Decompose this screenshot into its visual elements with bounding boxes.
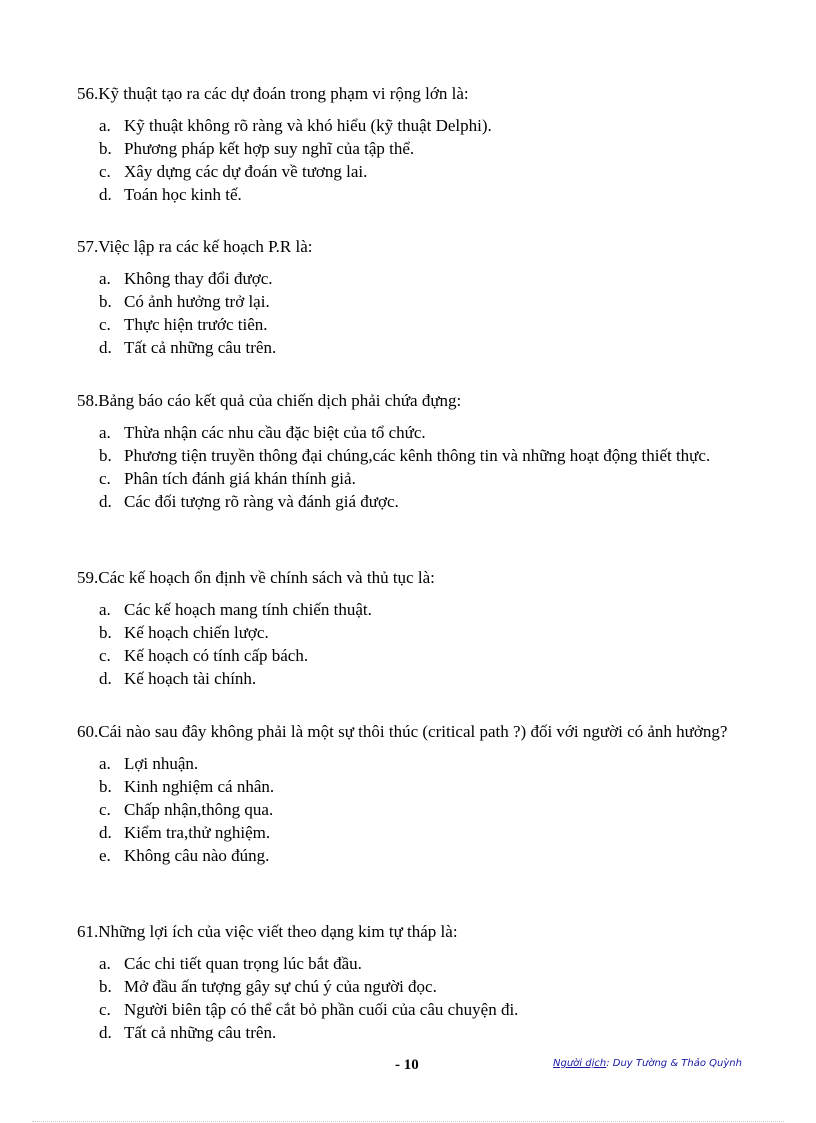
option (77, 467, 757, 490)
option-text: Mở đầu ấn tượng gây sự chú ý của người đọc. (124, 977, 437, 996)
option (77, 644, 757, 667)
option-text: Người biên tập có thể cắt bỏ phần cuối của câu chuyện đi. (124, 1000, 519, 1019)
option-letter: a. (99, 423, 111, 442)
option-text: Tất cả những câu trên. (124, 1023, 277, 1042)
option (77, 137, 757, 160)
option-letter: c. (99, 162, 111, 181)
option (77, 1021, 757, 1044)
option-text: Tất cả những câu trên. (124, 338, 277, 357)
option-letter: d. (99, 185, 112, 204)
option-text: Các kế hoạch mang tính chiến thuật. (124, 600, 372, 619)
option-text: Xây dựng các dự đoán về tương lai. (124, 162, 368, 181)
question-number: 57. (77, 237, 99, 256)
option-text: Các đối tượng rõ ràng và đánh giá được. (124, 492, 399, 511)
option-letter: c. (99, 646, 111, 665)
option-text: Kế hoạch chiến lược. (124, 623, 269, 642)
option (77, 621, 757, 644)
option (77, 998, 757, 1021)
question-56 (77, 82, 757, 206)
option (77, 844, 757, 867)
option-text: Kinh nghiệm cá nhân. (124, 777, 275, 796)
question-59 (77, 566, 757, 690)
option-letter: d. (99, 338, 112, 357)
option (77, 160, 757, 183)
option-letter: b. (99, 777, 112, 796)
option-text: Kế hoạch tài chính. (124, 669, 257, 688)
question-61 (77, 920, 757, 1044)
option-list (77, 952, 757, 1044)
option-text: Phương pháp kết hợp suy nghĩ của tập thể. (124, 139, 415, 158)
option (77, 444, 757, 467)
option-letter: e. (99, 846, 111, 865)
question-58 (77, 389, 757, 513)
option-text: Lợi nhuận. (124, 754, 199, 773)
option-text: Phân tích đánh giá khán thính giả. (124, 469, 356, 488)
option (77, 290, 757, 313)
option-letter: a. (99, 116, 111, 135)
question-number: 61. (77, 922, 99, 941)
option-letter: a. (99, 600, 111, 619)
option (77, 267, 757, 290)
page-number: - 10 (395, 1057, 419, 1073)
option-letter: b. (99, 139, 112, 158)
option (77, 183, 757, 206)
option-letter: d. (99, 492, 112, 511)
option-text: Có ảnh hưởng trở lại. (124, 292, 270, 311)
option (77, 313, 757, 336)
question-text: Cái nào sau đây không phải là một sự thôi thúc (critical path ?) đối với người có ảnh hưởng? (98, 722, 728, 741)
option (77, 775, 757, 798)
option-letter: d. (99, 1023, 112, 1042)
question-text: Kỹ thuật tạo ra các dự đoán trong phạm vi rộng lớn là: (98, 84, 469, 103)
question-text: Bảng báo cáo kết quả của chiến dịch phải chứa đựng: (98, 391, 462, 410)
question-60 (77, 720, 757, 867)
page-bottom-divider (32, 1121, 784, 1122)
option (77, 752, 757, 775)
option-text: Các chi tiết quan trọng lúc bắt đầu. (124, 954, 362, 973)
option-text: Kỹ thuật không rõ ràng và khó hiểu (kỹ thuật Delphi). (124, 116, 492, 135)
option-letter: c. (99, 315, 111, 334)
question-number: 60. (77, 722, 99, 741)
credit-names: : Duy Tường & Thảo Quỳnh (606, 1058, 742, 1069)
option-letter: c. (99, 469, 111, 488)
option-letter: b. (99, 977, 112, 996)
option-text: Thực hiện trước tiên. (124, 315, 268, 334)
option-text: Không câu nào đúng. (124, 846, 270, 865)
option-list (77, 267, 757, 359)
option-letter: c. (99, 1000, 111, 1019)
option-letter: d. (99, 669, 112, 688)
question-57 (77, 235, 757, 359)
option-list (77, 598, 757, 690)
option-letter: c. (99, 800, 111, 819)
option-letter: a. (99, 754, 111, 773)
option-letter: d. (99, 823, 112, 842)
credit-label: Người dịch (553, 1058, 607, 1069)
translator-credit (553, 1058, 742, 1069)
question-text: Các kế hoạch ổn định về chính sách và thủ tục là: (98, 568, 435, 587)
option-text: Kế hoạch có tính cấp bách. (124, 646, 309, 665)
question-text: Những lợi ích của việc viết theo dạng kim tự tháp là: (98, 922, 458, 941)
option (77, 952, 757, 975)
option-text: Thừa nhận các nhu cầu đặc biệt của tổ chức. (124, 423, 426, 442)
option (77, 821, 757, 844)
option (77, 975, 757, 998)
option-list (77, 421, 757, 513)
option (77, 421, 757, 444)
question-text: Việc lập ra các kế hoạch P.R là: (98, 237, 313, 256)
option-list (77, 752, 757, 867)
option-list (77, 114, 757, 206)
question-number: 56. (77, 84, 99, 103)
option-text: Phương tiện truyền thông đại chúng,các kênh thông tin và những hoạt động thiết thực. (124, 446, 711, 465)
question-number: 58. (77, 391, 99, 410)
option (77, 490, 757, 513)
option-text: Toán học kinh tế. (124, 185, 242, 204)
question-number: 59. (77, 568, 99, 587)
option-text: Chấp nhận,thông qua. (124, 800, 274, 819)
option-text: Không thay đổi được. (124, 269, 273, 288)
option-letter: b. (99, 292, 112, 311)
option-text: Kiểm tra,thử nghiệm. (124, 823, 271, 842)
option-letter: b. (99, 446, 112, 465)
option (77, 114, 757, 137)
option (77, 598, 757, 621)
option (77, 667, 757, 690)
option-letter: b. (99, 623, 112, 642)
option-letter: a. (99, 269, 111, 288)
option (77, 798, 757, 821)
option-letter: a. (99, 954, 111, 973)
option (77, 336, 757, 359)
